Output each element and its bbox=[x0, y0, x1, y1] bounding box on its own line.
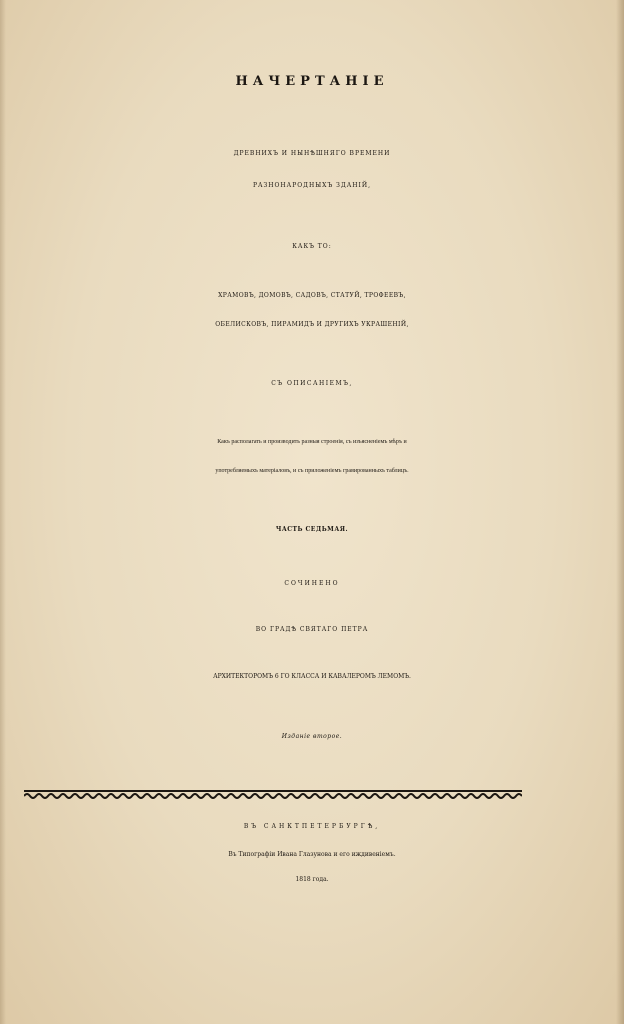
city-of-publication: ВЪ САНКТПЕТЕРБУРГѢ, bbox=[243, 823, 381, 830]
subtitle-line-1: ДРЕВНИХЪ И НЫНѢШНЯГО ВРЕМЕНИ bbox=[233, 150, 391, 157]
author-line: АРХИТЕКТОРОМЪ 6 ГО КЛАССА И КАВАЛЕРОМЪ ЛЕМОМЪ. bbox=[213, 673, 411, 680]
with-description-label: СЪ ОПИСАНIЕМЪ, bbox=[271, 380, 353, 387]
contents-list-line-1: ХРАМОВЪ, ДОМОВЪ, САДОВЪ, СТАТУЙ, ТРОФЕЕВЪ, bbox=[218, 292, 406, 299]
publication-year: 1818 года. bbox=[295, 876, 329, 883]
book-title: НАЧЕРТАНIЕ bbox=[235, 74, 389, 89]
part-label: ЧАСТЬ СЕДЬМАЯ. bbox=[275, 526, 349, 533]
composed-label: СОЧИНЕНО bbox=[284, 580, 340, 587]
edition-label: Изданіе второе. bbox=[281, 733, 343, 740]
contents-list-line-2: ОБЕЛИСКОВЪ, ПИРАМИДЪ И ДРУГИХЪ УКРАШЕНIЙ, bbox=[215, 321, 409, 328]
printer-line: Въ Типографіи Ивана Глазунова и его иждивеніемъ. bbox=[228, 851, 396, 858]
decorative-rule bbox=[24, 790, 522, 800]
subtitle-line-2: РАЗНОНАРОДНЫХЪ ЗДАНIЙ, bbox=[252, 182, 372, 189]
description-line-1: Какъ располагать и производить разныя строенія, съ изъясненіемъ мѣръ и bbox=[217, 439, 407, 445]
kak-to-label: КАКЪ ТО: bbox=[292, 243, 332, 250]
description-line-2: употребляемыхъ матеріаловъ, и съ приложеніемъ гравированныхъ таблицъ. bbox=[215, 468, 409, 474]
place-of-composition: ВО ГРАДѢ СВЯТАГО ПЕТРА bbox=[255, 626, 369, 633]
